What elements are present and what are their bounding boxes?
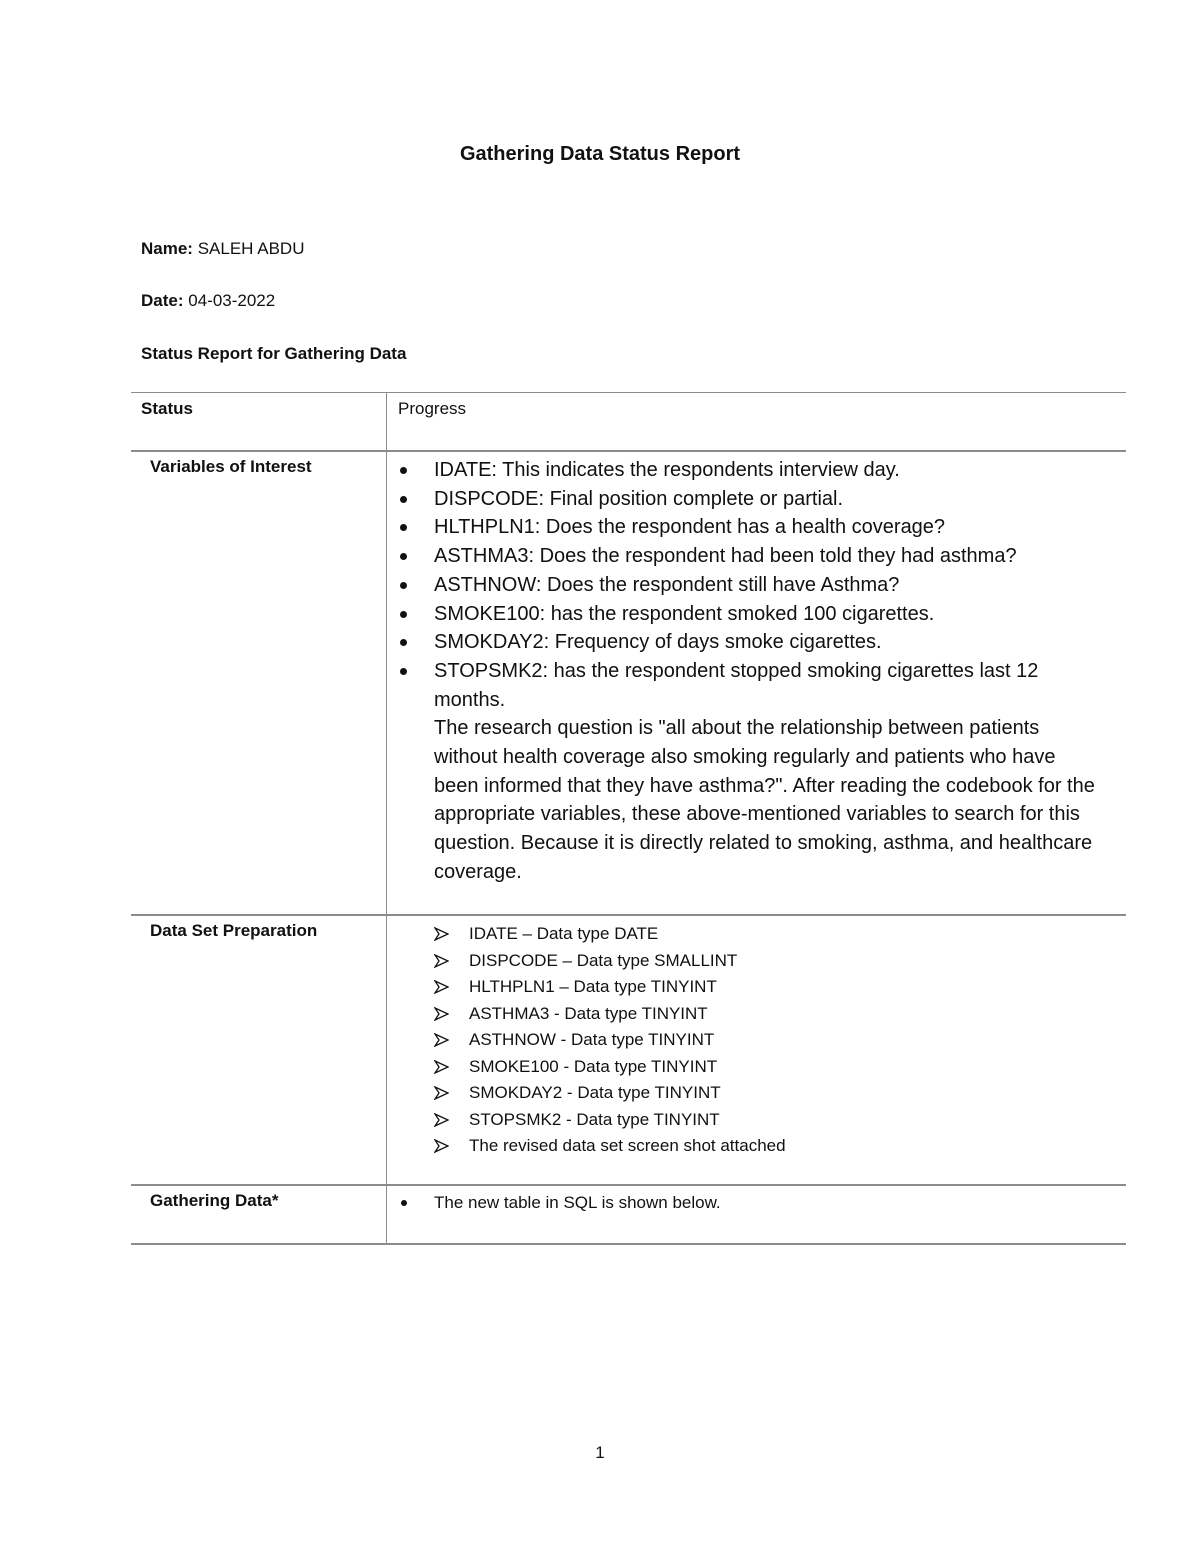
header-progress: Progress xyxy=(398,399,467,418)
table-header-row xyxy=(131,392,1126,450)
list-item: DISPCODE – Data type SMALLINT xyxy=(387,948,1126,975)
list-item: SMOKDAY2 - Data type TINYINT xyxy=(387,1080,1126,1107)
list-item: The revised data set screen shot attached xyxy=(387,1133,1126,1160)
document-title: Gathering Data Status Report xyxy=(459,143,741,165)
table-row xyxy=(131,450,1126,914)
date-line xyxy=(141,291,275,311)
status-table xyxy=(131,392,1126,1245)
name-line xyxy=(141,239,304,259)
name-label: Name: xyxy=(141,239,193,258)
list-item: The new table in SQL is shown below. xyxy=(387,1191,1126,1215)
row-label-preparation: Data Set Preparation xyxy=(131,916,387,1184)
preparation-list xyxy=(387,916,1126,1160)
arrow-bullet-icon xyxy=(434,980,449,994)
page-number: 1 xyxy=(595,1443,605,1462)
list-item: IDATE – Data type DATE xyxy=(387,921,1126,948)
research-paragraph: The research question is "all about the relationship between patients without health coverage also smoking regularly and patients who have been informed that they have asthma?". After reading the codebook for the appropriate variables, these above-mentioned variables to search for this question. Because it is directly related to smoking, asthma, and healthcare coverage. xyxy=(434,717,1095,883)
list-item: DISPCODE: Final position complete or partial. xyxy=(387,485,1096,514)
header-status: Status xyxy=(131,393,387,450)
row-label-variables: Variables of Interest xyxy=(131,452,387,914)
table-row xyxy=(131,1184,1126,1245)
list-item: STOPSMK2: has the respondent stopped smoking cigarettes last 12 months. xyxy=(387,657,1096,714)
list-item: SMOKE100 - Data type TINYINT xyxy=(387,1054,1126,1081)
list-item: ASTHNOW: Does the respondent still have Asthma? xyxy=(387,571,1096,600)
list-item: IDATE: This indicates the respondents interview day. xyxy=(387,456,1096,485)
date-value: 04-03-2022 xyxy=(188,291,276,310)
list-item: HLTHPLN1 – Data type TINYINT xyxy=(387,974,1126,1001)
arrow-bullet-icon xyxy=(434,927,449,941)
list-item: ASTHNOW - Data type TINYINT xyxy=(387,1027,1126,1054)
arrow-bullet-icon xyxy=(434,1113,449,1127)
list-item: SMOKE100: has the respondent smoked 100 cigarettes. xyxy=(387,600,1096,629)
table-row xyxy=(131,914,1126,1184)
arrow-bullet-icon xyxy=(434,1086,449,1100)
list-item: ASTHMA3: Does the respondent had been told they had asthma? xyxy=(387,542,1096,571)
list-item: ASTHMA3 - Data type TINYINT xyxy=(387,1001,1126,1028)
report-label: Status Report for Gathering Data xyxy=(141,344,407,363)
arrow-bullet-icon xyxy=(434,954,449,968)
arrow-bullet-icon xyxy=(434,1060,449,1074)
row-content-preparation xyxy=(387,916,1126,1184)
row-content-gathering xyxy=(387,1186,1126,1243)
arrow-bullet-icon xyxy=(434,1033,449,1047)
list-item: STOPSMK2 - Data type TINYINT xyxy=(387,1107,1126,1134)
list-item: HLTHPLN1: Does the respondent has a health coverage? xyxy=(387,513,1096,542)
name-value: SALEH ABDU xyxy=(197,239,305,258)
arrow-bullet-icon xyxy=(434,1139,449,1153)
list-item: SMOKDAY2: Frequency of days smoke cigarettes. xyxy=(387,628,1096,657)
date-label: Date: xyxy=(141,291,184,310)
row-label-gathering: Gathering Data* xyxy=(131,1186,387,1243)
variables-list xyxy=(387,452,1126,714)
gathering-list xyxy=(387,1186,1126,1215)
arrow-bullet-icon xyxy=(434,1007,449,1021)
row-content-variables xyxy=(387,452,1126,914)
